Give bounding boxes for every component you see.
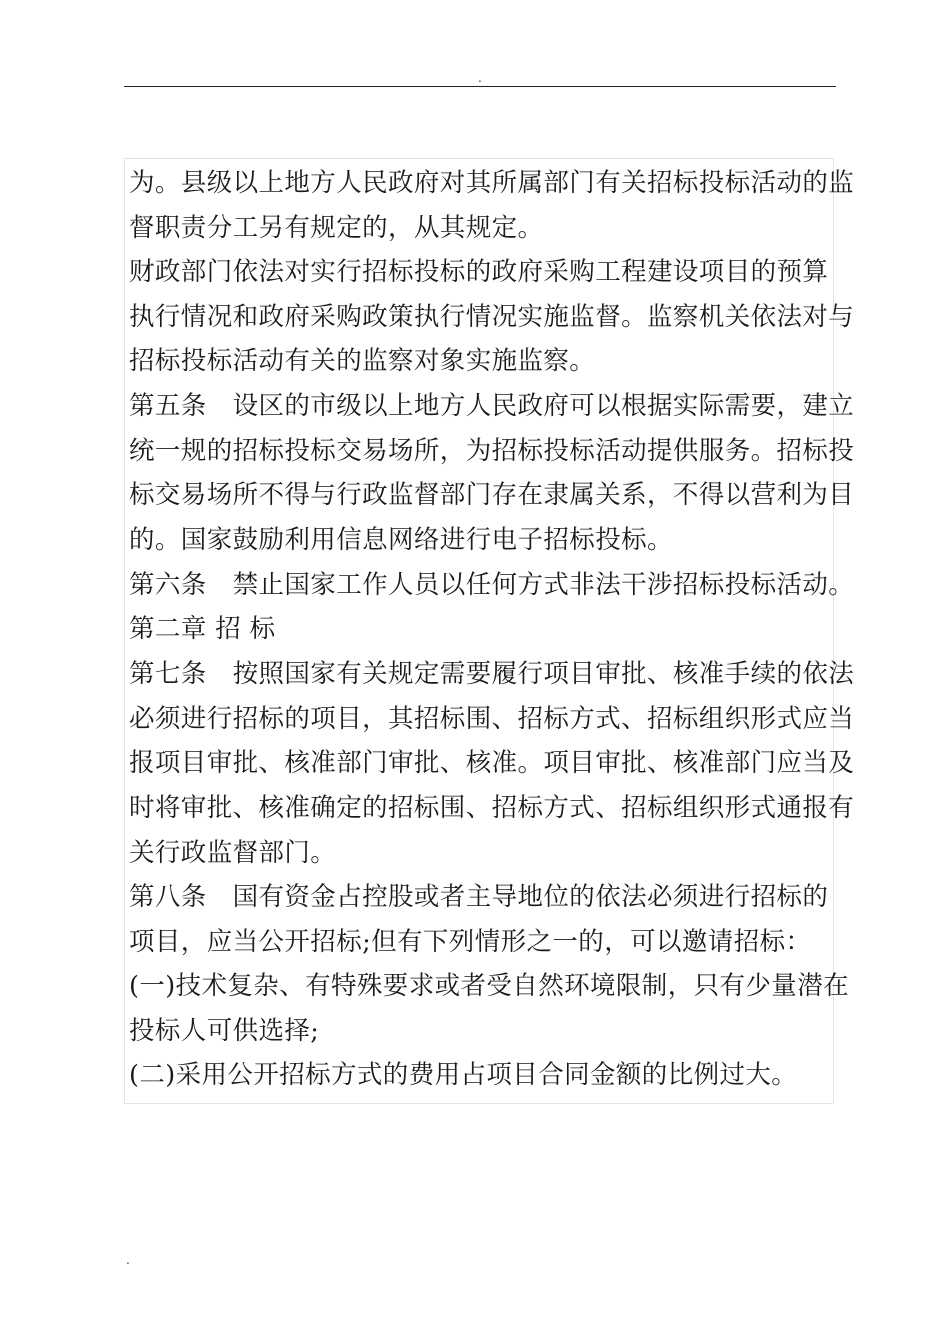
text-line: 的。国家鼓励利用信息网络进行电子招标投标。: [129, 525, 673, 556]
text-line: 财政部门依法对实行招标投标的政府采购工程建设项目的预算: [129, 257, 829, 287]
text-line: 报项目审批、核准部门审批、核准。项目审批、核准部门应当及: [129, 748, 855, 779]
text-line: 第五条 设区的市级以上地方人民政府可以根据实际需要，建立: [129, 391, 855, 421]
text-line: 统一规的招标投标交易场所，为招标投标活动提供服务。招标投: [129, 435, 855, 466]
list-item-1: [129, 964, 849, 1053]
text-line: 关行政监督部门。: [129, 837, 337, 868]
text-line: 时将审批、核准确定的招标围、招标方式、招标组织形式通报有: [129, 793, 855, 824]
paragraph-article-6: [129, 563, 855, 608]
paragraph-article-7: [129, 652, 855, 875]
text-line: 标交易场所不得与行政监督部门存在隶属关系，不得以营利为目: [129, 480, 855, 511]
text-line: 执行情况和政府采购政策执行情况实施监督。监察机关依法对与: [129, 301, 855, 332]
text-line: 投标人可供选择;: [129, 1015, 320, 1046]
text-line: 督职责分工另有规定的，从其规定。: [129, 212, 544, 243]
paragraph-article-5: [129, 384, 855, 563]
text-line: 第六条 禁止国家工作人员以任何方式非法干涉招标投标活动。: [129, 570, 855, 600]
header-mark: .: [478, 71, 482, 85]
text-line: (一)技术复杂、有特殊要求或者受自然环境限制，只有少量潜在: [129, 971, 849, 1001]
text-line: 第二章 招 标: [129, 614, 276, 644]
text-line: 必须进行招标的项目，其招标围、招标方式、招标组织形式应当: [129, 703, 855, 734]
text-line: (二)采用公开招标方式的费用占项目合同金额的比例过大。: [129, 1060, 798, 1090]
list-item-2: [129, 1053, 837, 1098]
text-line: 招标投标活动有关的监察对象实施监察。: [129, 346, 596, 377]
text-line: 项目，应当公开招标;但有下列情形之一的，可以邀请招标：: [129, 926, 812, 957]
header-rule: [124, 86, 836, 87]
text-line: 为。县级以上地方人民政府对其所属部门有关招标投标活动的监: [129, 168, 855, 198]
paragraph-supervision-duties: [129, 161, 855, 250]
text-line: 第七条 按照国家有关规定需要履行项目审批、核准手续的依法: [129, 659, 855, 689]
paragraph-finance-department: [129, 250, 855, 384]
chapter-heading: [129, 607, 837, 652]
footer-mark: .: [126, 1253, 130, 1267]
paragraph-article-8: [129, 875, 837, 964]
text-line: 第八条 国有资金占控股或者主导地位的依法必须进行招标的: [129, 882, 829, 912]
